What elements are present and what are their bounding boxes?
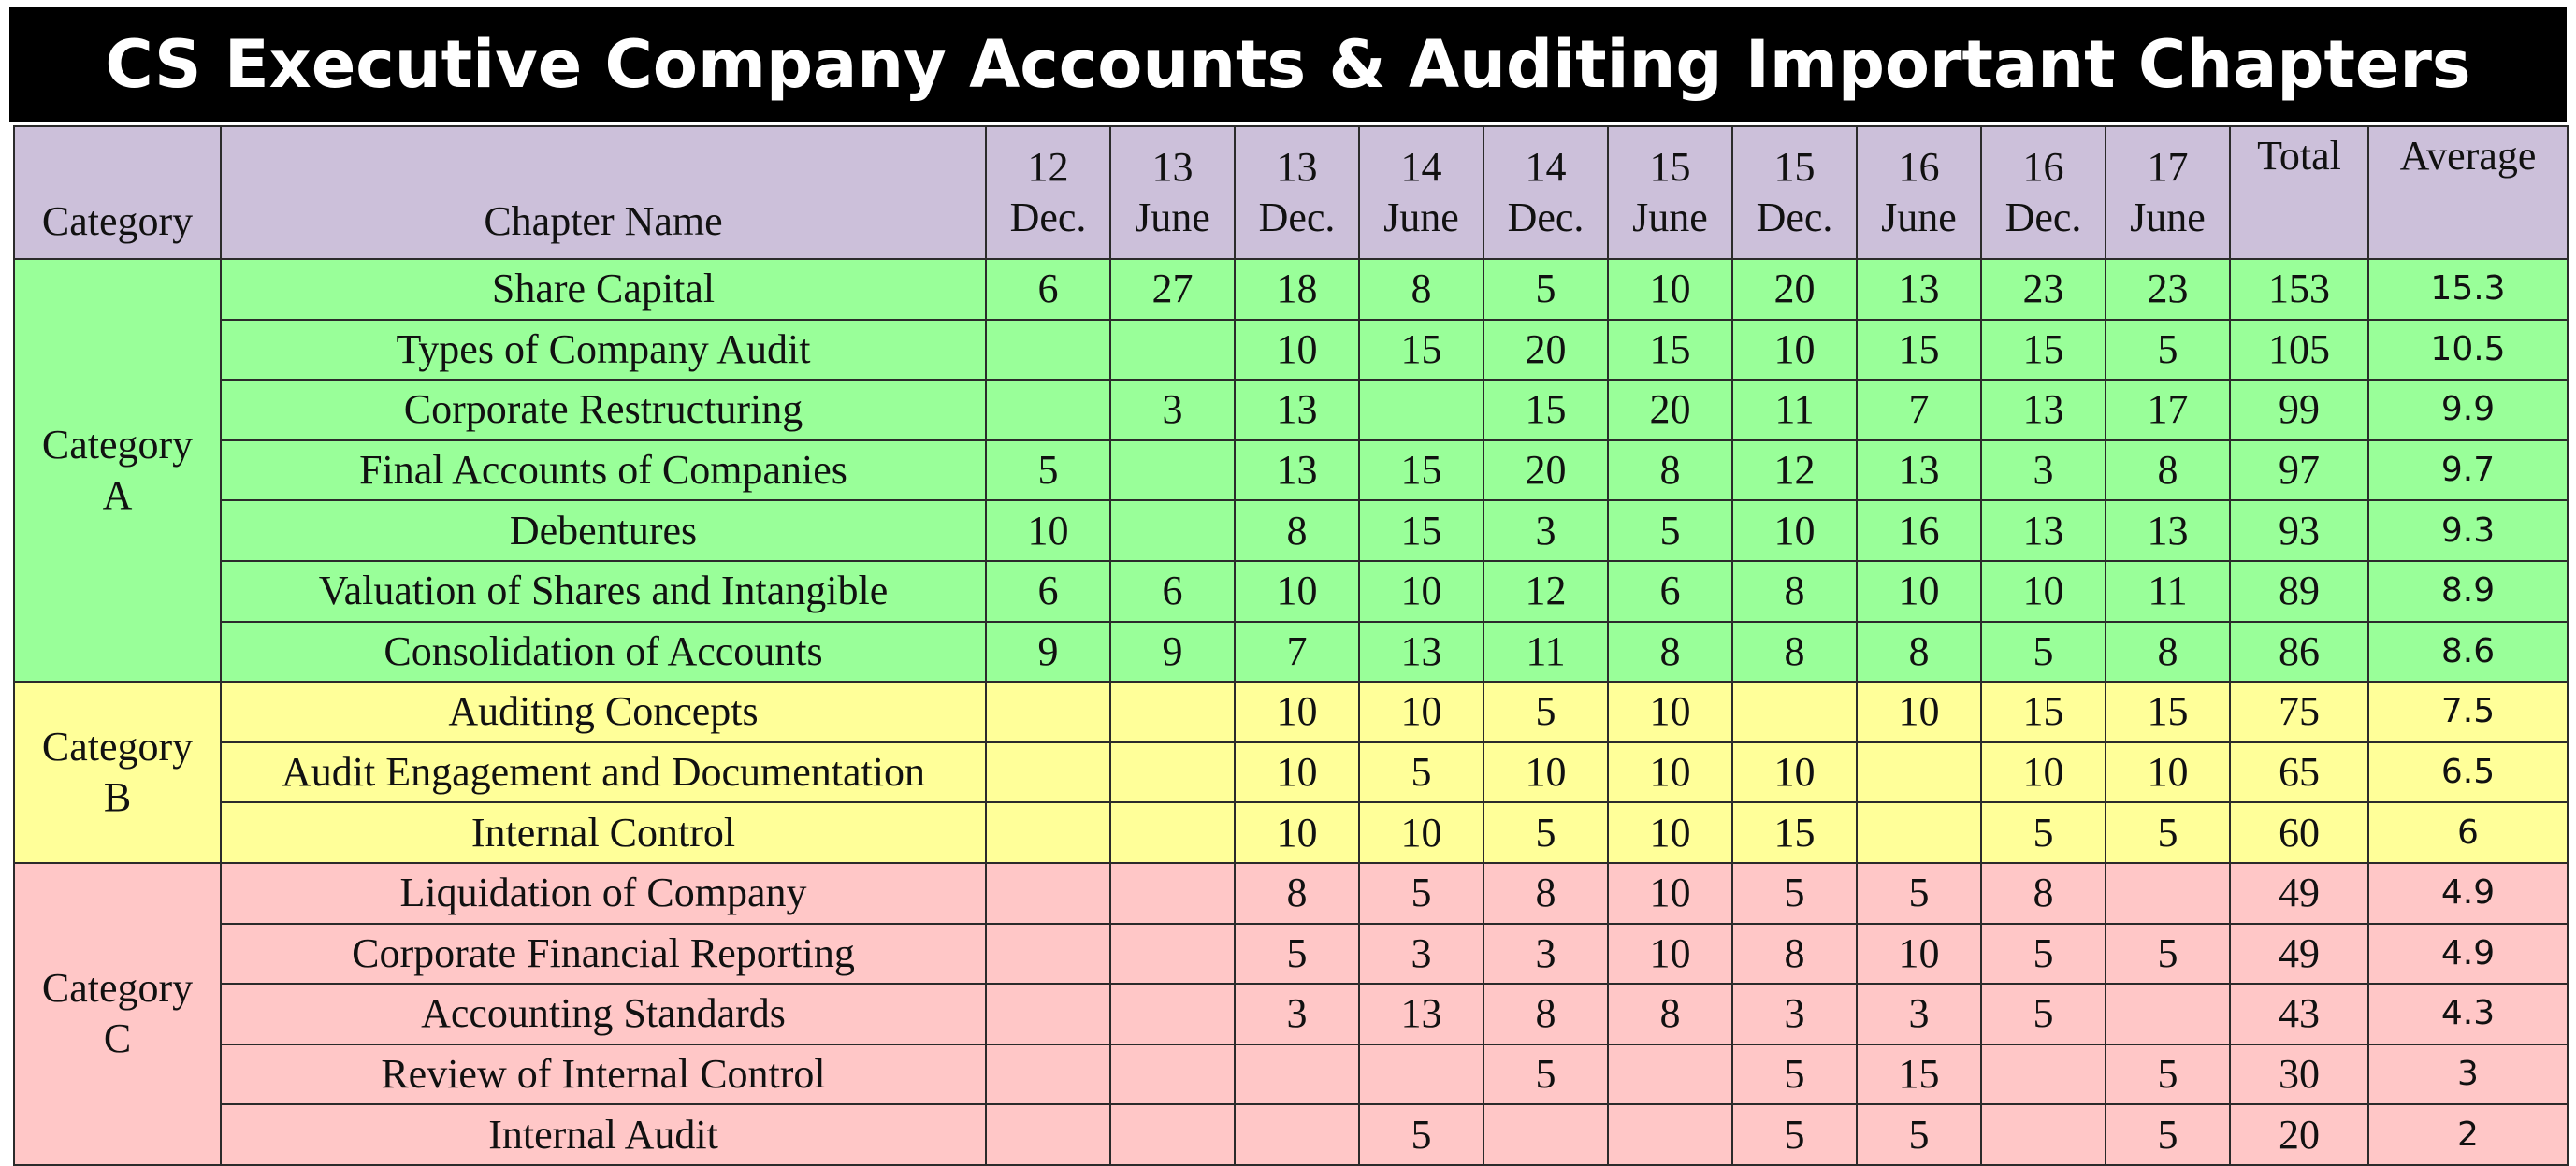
marks-cell [1110, 500, 1235, 561]
chapter-name-cell: Corporate Financial Reporting [221, 924, 986, 985]
marks-cell: 15 [1359, 500, 1483, 561]
marks-cell: 6 [1608, 561, 1732, 622]
marks-cell: 10 [2106, 742, 2230, 803]
marks-cell [1110, 320, 1235, 381]
marks-cell: 5 [1608, 500, 1732, 561]
marks-cell: 5 [1483, 802, 1608, 863]
marks-cell: 20 [1608, 380, 1732, 440]
marks-cell [1110, 440, 1235, 501]
marks-cell: 13 [2106, 500, 2230, 561]
marks-cell [1110, 1104, 1235, 1165]
chapter-name-cell: Internal Audit [221, 1104, 986, 1165]
marks-cell: 7 [1857, 380, 1981, 440]
session-header: 16 June [1857, 126, 1981, 259]
header-row [14, 126, 2568, 259]
marks-cell [1359, 1044, 1483, 1105]
table-row [14, 802, 2568, 863]
marks-cell: 10 [1857, 561, 1981, 622]
marks-cell: 20 [1483, 440, 1608, 501]
total-cell: 97 [2230, 440, 2368, 501]
marks-cell: 15 [1483, 380, 1608, 440]
marks-cell: 11 [1483, 622, 1608, 683]
page-title: CS Executive Company Accounts & Auditing Important Chapters [9, 7, 2567, 122]
marks-cell: 8 [1235, 863, 1359, 924]
marks-cell: 12 [1732, 440, 1857, 501]
table-row [14, 984, 2568, 1044]
marks-cell: 5 [986, 440, 1110, 501]
table-row [14, 863, 2568, 924]
marks-cell [1110, 1044, 1235, 1105]
marks-cell: 10 [1608, 742, 1732, 803]
marks-cell: 13 [1981, 500, 2106, 561]
chapter-name-cell: Valuation of Shares and Intangible [221, 561, 986, 622]
marks-cell: 8 [1483, 984, 1608, 1044]
marks-cell [1608, 1104, 1732, 1165]
table-row [14, 1044, 2568, 1105]
marks-cell [1235, 1104, 1359, 1165]
total-cell: 153 [2230, 259, 2368, 320]
chapter-name-cell: Review of Internal Control [221, 1044, 986, 1105]
average-cell: 4.9 [2368, 863, 2568, 924]
marks-cell [1608, 1044, 1732, 1105]
table-row [14, 561, 2568, 622]
marks-cell: 8 [1235, 500, 1359, 561]
marks-cell: 5 [1483, 259, 1608, 320]
table-row [14, 682, 2568, 742]
marks-cell: 3 [1483, 924, 1608, 985]
table-row [14, 380, 2568, 440]
table-row [14, 320, 2568, 381]
marks-cell: 8 [2106, 622, 2230, 683]
marks-cell [986, 380, 1110, 440]
marks-cell: 10 [1235, 742, 1359, 803]
marks-cell [1857, 742, 1981, 803]
marks-cell: 5 [1359, 1104, 1483, 1165]
marks-cell: 6 [1110, 561, 1235, 622]
table-row [14, 924, 2568, 985]
marks-cell: 8 [1732, 924, 1857, 985]
marks-cell: 23 [1981, 259, 2106, 320]
marks-cell: 15 [1981, 320, 2106, 381]
chapter-name-cell: Consolidation of Accounts [221, 622, 986, 683]
marks-cell [1857, 802, 1981, 863]
marks-cell [986, 320, 1110, 381]
session-header: 12 Dec. [986, 126, 1110, 259]
average-cell: 6 [2368, 802, 2568, 863]
average-cell: 8.9 [2368, 561, 2568, 622]
average-header: Average [2368, 126, 2568, 259]
marks-cell: 5 [2106, 1104, 2230, 1165]
marks-cell [1359, 380, 1483, 440]
marks-cell: 3 [1732, 984, 1857, 1044]
marks-cell: 8 [1732, 561, 1857, 622]
marks-cell [986, 802, 1110, 863]
marks-cell [1110, 802, 1235, 863]
average-cell: 9.7 [2368, 440, 2568, 501]
marks-cell: 13 [1857, 440, 1981, 501]
category-cell: Category A [14, 259, 221, 682]
average-cell: 6.5 [2368, 742, 2568, 803]
marks-cell: 10 [1857, 682, 1981, 742]
marks-cell: 3 [1483, 500, 1608, 561]
marks-cell: 3 [1110, 380, 1235, 440]
marks-cell: 10 [1732, 500, 1857, 561]
marks-cell: 5 [1483, 682, 1608, 742]
marks-cell: 9 [986, 622, 1110, 683]
marks-cell: 13 [1981, 380, 2106, 440]
marks-cell: 10 [1608, 924, 1732, 985]
session-header: 15 Dec. [1732, 126, 1857, 259]
marks-cell: 13 [1857, 259, 1981, 320]
chapter-name-cell: Liquidation of Company [221, 863, 986, 924]
marks-cell [1483, 1104, 1608, 1165]
marks-cell: 10 [1981, 742, 2106, 803]
marks-cell [986, 1104, 1110, 1165]
marks-cell: 10 [1732, 742, 1857, 803]
total-cell: 43 [2230, 984, 2368, 1044]
total-cell: 65 [2230, 742, 2368, 803]
average-cell: 4.9 [2368, 924, 2568, 985]
marks-cell: 5 [2106, 802, 2230, 863]
marks-cell: 5 [1359, 742, 1483, 803]
session-header: 16 Dec. [1981, 126, 2106, 259]
category-cell: Category C [14, 863, 221, 1165]
marks-cell: 20 [1483, 320, 1608, 381]
marks-cell: 5 [1981, 622, 2106, 683]
marks-cell: 8 [1359, 259, 1483, 320]
chapter-name-cell: Corporate Restructuring [221, 380, 986, 440]
table-row [14, 742, 2568, 803]
marks-cell: 5 [1235, 924, 1359, 985]
session-header: 14 June [1359, 126, 1483, 259]
marks-cell [986, 924, 1110, 985]
marks-cell: 8 [1981, 863, 2106, 924]
marks-cell [1110, 984, 1235, 1044]
marks-cell: 15 [1359, 320, 1483, 381]
chapter-name-cell: Auditing Concepts [221, 682, 986, 742]
marks-cell [986, 863, 1110, 924]
total-cell: 99 [2230, 380, 2368, 440]
marks-cell: 8 [1732, 622, 1857, 683]
marks-cell: 8 [1608, 622, 1732, 683]
marks-cell [2106, 863, 2230, 924]
marks-cell: 5 [2106, 320, 2230, 381]
marks-cell: 10 [1608, 863, 1732, 924]
marks-cell: 11 [1732, 380, 1857, 440]
marks-cell [1110, 682, 1235, 742]
marks-cell [2106, 984, 2230, 1044]
total-cell: 89 [2230, 561, 2368, 622]
marks-cell: 13 [1359, 622, 1483, 683]
marks-cell [1110, 863, 1235, 924]
marks-cell: 27 [1110, 259, 1235, 320]
table-row [14, 622, 2568, 683]
marks-cell: 10 [986, 500, 1110, 561]
marks-cell: 13 [1235, 440, 1359, 501]
category-cell: Category B [14, 682, 221, 863]
marks-cell: 16 [1857, 500, 1981, 561]
session-header: 13 Dec. [1235, 126, 1359, 259]
total-cell: 20 [2230, 1104, 2368, 1165]
marks-cell: 5 [1981, 924, 2106, 985]
table-row [14, 1104, 2568, 1165]
total-cell: 49 [2230, 863, 2368, 924]
total-header: Total [2230, 126, 2368, 259]
marks-cell: 8 [1483, 863, 1608, 924]
chapter-name-header: Chapter Name [221, 126, 986, 259]
average-cell: 9.9 [2368, 380, 2568, 440]
marks-cell: 10 [1235, 561, 1359, 622]
marks-cell [1732, 682, 1857, 742]
marks-cell: 5 [1732, 863, 1857, 924]
average-cell: 10.5 [2368, 320, 2568, 381]
marks-cell: 15 [2106, 682, 2230, 742]
session-header: 13 June [1110, 126, 1235, 259]
marks-cell: 3 [1235, 984, 1359, 1044]
marks-cell: 7 [1235, 622, 1359, 683]
marks-cell: 10 [1857, 924, 1981, 985]
table-row [14, 500, 2568, 561]
marks-cell: 23 [2106, 259, 2230, 320]
marks-cell [986, 984, 1110, 1044]
average-cell: 9.3 [2368, 500, 2568, 561]
marks-cell: 10 [1359, 802, 1483, 863]
marks-cell: 12 [1483, 561, 1608, 622]
marks-cell: 8 [1857, 622, 1981, 683]
marks-cell: 10 [1608, 682, 1732, 742]
marks-cell: 10 [1981, 561, 2106, 622]
marks-cell: 8 [1608, 440, 1732, 501]
marks-cell: 11 [2106, 561, 2230, 622]
marks-cell: 10 [1608, 259, 1732, 320]
chapter-name-cell: Final Accounts of Companies [221, 440, 986, 501]
marks-cell: 5 [1981, 802, 2106, 863]
average-cell: 2 [2368, 1104, 2568, 1165]
marks-cell: 9 [1110, 622, 1235, 683]
marks-cell [1981, 1104, 2106, 1165]
marks-cell: 10 [1235, 320, 1359, 381]
marks-cell: 5 [1857, 863, 1981, 924]
marks-cell: 6 [986, 561, 1110, 622]
marks-cell: 3 [1857, 984, 1981, 1044]
total-cell: 105 [2230, 320, 2368, 381]
average-cell: 7.5 [2368, 682, 2568, 742]
average-cell: 15.3 [2368, 259, 2568, 320]
average-cell: 3 [2368, 1044, 2568, 1105]
total-cell: 86 [2230, 622, 2368, 683]
marks-cell: 10 [1359, 561, 1483, 622]
total-cell: 30 [2230, 1044, 2368, 1105]
marks-cell: 10 [1483, 742, 1608, 803]
marks-cell: 10 [1732, 320, 1857, 381]
marks-cell: 8 [2106, 440, 2230, 501]
marks-cell: 13 [1235, 380, 1359, 440]
marks-cell [986, 1044, 1110, 1105]
table-row [14, 259, 2568, 320]
marks-cell [986, 682, 1110, 742]
marks-cell: 18 [1235, 259, 1359, 320]
marks-cell: 15 [1981, 682, 2106, 742]
marks-cell: 10 [1235, 682, 1359, 742]
chapter-name-cell: Internal Control [221, 802, 986, 863]
marks-cell: 15 [1857, 1044, 1981, 1105]
session-header: 15 June [1608, 126, 1732, 259]
marks-cell: 15 [1732, 802, 1857, 863]
chapter-name-cell: Debentures [221, 500, 986, 561]
chapter-name-cell: Accounting Standards [221, 984, 986, 1044]
marks-cell: 10 [1359, 682, 1483, 742]
marks-cell: 3 [1359, 924, 1483, 985]
marks-cell: 13 [1359, 984, 1483, 1044]
marks-cell: 20 [1732, 259, 1857, 320]
marks-cell: 15 [1359, 440, 1483, 501]
chapters-table [13, 125, 2569, 1166]
marks-cell [1981, 1044, 2106, 1105]
marks-cell: 5 [1857, 1104, 1981, 1165]
marks-cell: 15 [1608, 320, 1732, 381]
total-cell: 49 [2230, 924, 2368, 985]
chapter-name-cell: Audit Engagement and Documentation [221, 742, 986, 803]
marks-cell: 5 [1732, 1044, 1857, 1105]
total-cell: 75 [2230, 682, 2368, 742]
marks-cell: 5 [2106, 924, 2230, 985]
marks-cell: 10 [1608, 802, 1732, 863]
table-row [14, 440, 2568, 501]
marks-cell: 15 [1857, 320, 1981, 381]
total-cell: 60 [2230, 802, 2368, 863]
session-header: 14 Dec. [1483, 126, 1608, 259]
marks-cell: 6 [986, 259, 1110, 320]
marks-cell: 5 [1732, 1104, 1857, 1165]
marks-cell: 8 [1608, 984, 1732, 1044]
marks-cell [1110, 742, 1235, 803]
marks-cell [1235, 1044, 1359, 1105]
marks-cell: 10 [1235, 802, 1359, 863]
marks-cell: 17 [2106, 380, 2230, 440]
marks-cell: 5 [2106, 1044, 2230, 1105]
chapter-name-cell: Types of Company Audit [221, 320, 986, 381]
marks-cell: 5 [1483, 1044, 1608, 1105]
chapter-name-cell: Share Capital [221, 259, 986, 320]
marks-cell: 5 [1359, 863, 1483, 924]
session-header: 17 June [2106, 126, 2230, 259]
total-cell: 93 [2230, 500, 2368, 561]
category-header: Category [14, 126, 221, 259]
marks-cell [986, 742, 1110, 803]
average-cell: 4.3 [2368, 984, 2568, 1044]
marks-cell: 5 [1981, 984, 2106, 1044]
marks-cell: 3 [1981, 440, 2106, 501]
marks-cell [1110, 924, 1235, 985]
average-cell: 8.6 [2368, 622, 2568, 683]
